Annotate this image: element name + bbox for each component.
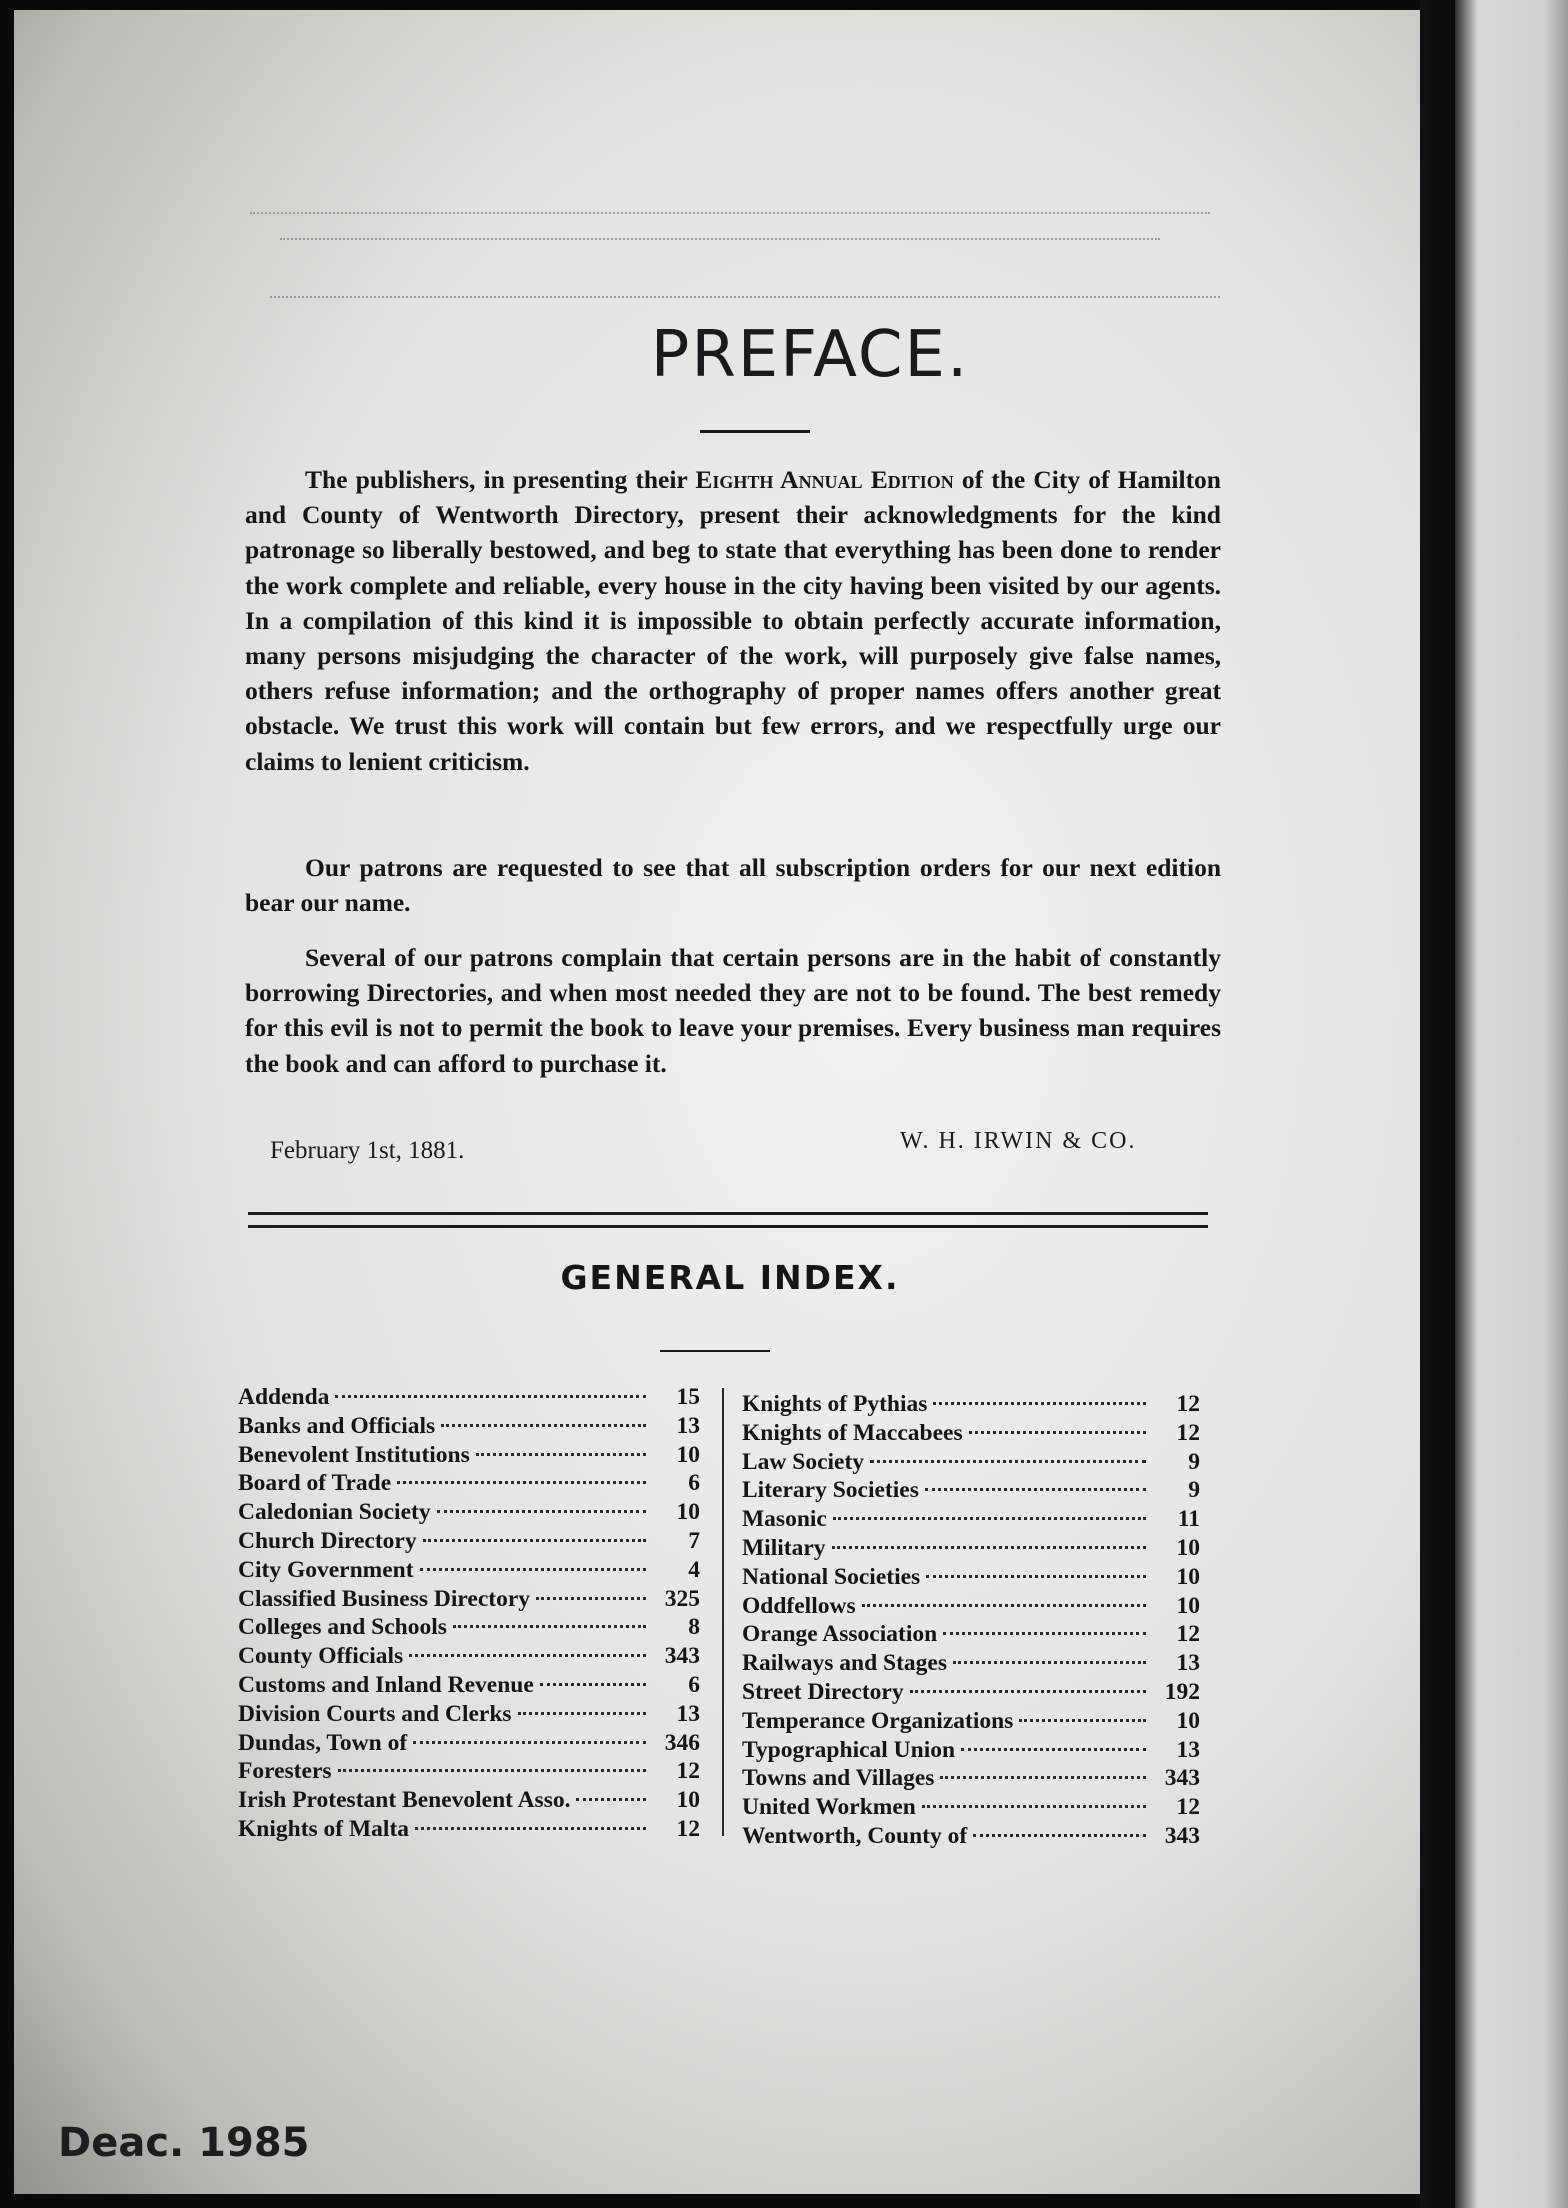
index-column-divider — [722, 1388, 724, 1836]
index-leader-dots — [862, 1604, 1146, 1607]
index-entry — [238, 1786, 700, 1815]
index-leader-dots — [943, 1632, 1146, 1635]
index-leader-dots — [397, 1481, 646, 1484]
index-entry — [742, 1678, 1200, 1707]
accession-note: Deac. 1985 — [58, 2120, 310, 2166]
preface-p2-text: Our patrons are requested to see that all subscription orders for our next edition bear our name. — [245, 853, 1221, 918]
index-leader-dots — [940, 1776, 1146, 1779]
index-entry-name: Oddfellows — [742, 1592, 856, 1619]
index-entry-page: 13 — [1176, 1650, 1200, 1677]
index-entry-name: Irish Protestant Benevolent Asso. — [238, 1787, 571, 1814]
index-entry-name: Railways and Stages — [742, 1650, 948, 1677]
faint-header-rule — [280, 238, 1160, 240]
index-entry-page: 8 — [688, 1614, 700, 1641]
index-entry — [742, 1793, 1200, 1822]
index-entry — [742, 1448, 1200, 1477]
index-leader-dots — [423, 1539, 646, 1542]
film-edge-left — [0, 0, 14, 2208]
index-entry — [238, 1412, 700, 1441]
index-entry-name: Typographical Union — [742, 1736, 956, 1763]
adjacent-page-edge — [1455, 0, 1568, 2208]
index-entry-name: Division Courts and Clerks — [238, 1700, 512, 1727]
index-left-column — [238, 1383, 700, 1844]
index-entry-page: 12 — [1176, 1391, 1200, 1417]
preface-edition: Eighth Annual Edition — [695, 465, 954, 494]
index-leader-dots — [961, 1748, 1146, 1751]
index-leader-dots — [335, 1395, 646, 1398]
index-leader-dots — [413, 1741, 646, 1744]
index-entry-name: Law Society — [742, 1448, 865, 1475]
index-entry-page: 11 — [1177, 1506, 1200, 1533]
index-entry-page: 12 — [1176, 1621, 1200, 1648]
index-leader-dots — [870, 1460, 1146, 1463]
index-entry-page: 12 — [676, 1758, 700, 1785]
index-entry-page: 6 — [688, 1671, 700, 1698]
index-entry — [742, 1822, 1200, 1851]
index-entry — [238, 1441, 700, 1470]
index-entry-page: 4 — [688, 1556, 700, 1583]
index-entry-page: 10 — [1176, 1592, 1200, 1619]
index-leader-dots — [833, 1517, 1146, 1520]
index-entry-page: 12 — [676, 1815, 700, 1842]
index-entry — [238, 1815, 700, 1844]
index-leader-dots — [536, 1597, 646, 1600]
index-leader-dots — [453, 1625, 646, 1628]
index-entry — [742, 1649, 1200, 1678]
index-entry-page: 13 — [1176, 1736, 1200, 1763]
index-entry-page: 343 — [664, 1643, 700, 1670]
index-entry-name: Caledonian Society — [238, 1499, 431, 1526]
index-leader-dots — [420, 1568, 646, 1571]
index-entry-name: Benevolent Institutions — [238, 1441, 470, 1468]
index-entry-name: Knights of Pythias — [742, 1391, 928, 1417]
index-leader-dots — [973, 1834, 1146, 1837]
index-entry — [742, 1707, 1200, 1736]
index-entry-name: Knights of Maccabees — [742, 1419, 963, 1446]
preface-title-rule — [700, 430, 810, 433]
index-entry — [742, 1563, 1200, 1592]
index-leader-dots — [953, 1661, 1146, 1664]
index-leader-dots — [437, 1510, 646, 1513]
index-entry — [742, 1592, 1200, 1621]
index-entry — [238, 1527, 700, 1556]
index-entry-name: Addenda — [238, 1384, 330, 1410]
index-entry-name: Masonic — [742, 1506, 827, 1533]
index-entry-name: Temperance Organizations — [742, 1707, 1014, 1734]
index-entry-page: 10 — [1176, 1707, 1200, 1734]
preface-p1-start: The publishers, in presenting their — [305, 465, 696, 494]
index-entry-page: 7 — [688, 1527, 700, 1554]
index-entry-page: 6 — [688, 1470, 700, 1497]
index-entry — [238, 1613, 700, 1642]
faint-header-rule — [270, 296, 1220, 298]
index-entry — [742, 1505, 1200, 1534]
index-entry — [238, 1757, 700, 1786]
index-entry-name: Orange Association — [742, 1621, 938, 1648]
index-entry — [742, 1736, 1200, 1765]
faint-header-rule — [250, 212, 1210, 214]
index-leader-dots — [576, 1798, 646, 1801]
index-entry-name: Classified Business Directory — [238, 1585, 531, 1612]
index-entry — [238, 1729, 700, 1758]
index-entry-page: 343 — [1164, 1765, 1200, 1792]
index-entry-page: 343 — [1164, 1822, 1200, 1849]
index-entry-name: Wentworth, County of — [742, 1822, 968, 1849]
index-entry — [238, 1585, 700, 1614]
film-edge-top — [0, 0, 1568, 10]
index-leader-dots — [922, 1805, 1146, 1808]
index-entry-page: 10 — [1176, 1563, 1200, 1590]
film-edge-bottom — [0, 2194, 1568, 2208]
index-leader-dots — [476, 1453, 646, 1456]
index-leader-dots — [518, 1712, 646, 1715]
index-entry-name: Knights of Malta — [238, 1815, 410, 1842]
index-entry-name: County Officials — [238, 1643, 404, 1670]
preface-signature: W. H. IRWIN & CO. — [900, 1128, 1137, 1154]
index-leader-dots — [415, 1827, 646, 1830]
index-entry — [238, 1556, 700, 1585]
index-entry-name: Dundas, Town of — [238, 1729, 408, 1756]
index-leader-dots — [969, 1431, 1146, 1434]
index-entry-page: 325 — [664, 1585, 700, 1612]
index-leader-dots — [1019, 1719, 1146, 1722]
index-entry-page: 9 — [1188, 1477, 1200, 1504]
index-entry-page: 13 — [676, 1412, 700, 1439]
index-right-column — [742, 1390, 1200, 1851]
index-leader-dots — [409, 1654, 646, 1657]
index-entry-name: Military — [742, 1534, 826, 1561]
index-entry — [238, 1700, 700, 1729]
index-entry — [238, 1498, 700, 1527]
index-title-rule — [660, 1350, 770, 1352]
index-entry-page: 13 — [676, 1700, 700, 1727]
index-leader-dots — [933, 1402, 1146, 1405]
index-entry-name: National Societies — [742, 1563, 921, 1590]
preface-date: February 1st, 1881. — [270, 1137, 465, 1164]
index-entry-name: Literary Societies — [742, 1477, 919, 1504]
index-entry — [742, 1764, 1200, 1793]
index-entry-name: Street Directory — [742, 1678, 904, 1705]
index-entry-page: 12 — [1176, 1419, 1200, 1446]
index-entry-page: 15 — [676, 1384, 700, 1410]
index-leader-dots — [832, 1546, 1146, 1549]
index-entry-page: 192 — [1164, 1678, 1200, 1705]
index-entry-name: Board of Trade — [238, 1470, 392, 1497]
section-divider — [248, 1212, 1208, 1215]
index-entry — [742, 1390, 1200, 1419]
index-entry-name: Foresters — [238, 1758, 332, 1785]
preface-paragraph-3 — [245, 940, 1221, 1081]
index-entry-name: Customs and Inland Revenue — [238, 1671, 534, 1698]
index-leader-dots — [540, 1683, 646, 1686]
index-entry-page: 10 — [676, 1499, 700, 1526]
index-entry-name: United Workmen — [742, 1794, 916, 1821]
index-entry — [742, 1476, 1200, 1505]
preface-p3-text: Several of our patrons complain that certain persons are in the habit of constantly borrowing Directories, and when most needed they are not to be found. The best remedy for this evil is not to permit the book to leave your premises. Every business man requires the book and can afford to purchase it. — [245, 943, 1221, 1078]
index-entry-page: 10 — [1176, 1534, 1200, 1561]
index-leader-dots — [926, 1575, 1146, 1578]
index-entry-page: 346 — [664, 1729, 700, 1756]
section-divider — [248, 1225, 1208, 1228]
index-entry-page: 10 — [676, 1787, 700, 1814]
index-entry-name: City Government — [238, 1556, 414, 1583]
index-entry — [238, 1383, 700, 1412]
index-entry-page: 9 — [1188, 1448, 1200, 1475]
preface-title: PREFACE. — [650, 318, 970, 392]
index-entry — [742, 1419, 1200, 1448]
index-entry-page: 12 — [1176, 1794, 1200, 1821]
index-leader-dots — [910, 1690, 1146, 1693]
index-entry — [238, 1469, 700, 1498]
index-entry-name: Church Directory — [238, 1527, 417, 1554]
index-entry-name: Banks and Officials — [238, 1412, 436, 1439]
index-leader-dots — [925, 1488, 1146, 1491]
index-title: GENERAL INDEX. — [560, 1258, 900, 1297]
preface-paragraph-2 — [245, 850, 1221, 920]
index-entry — [742, 1620, 1200, 1649]
index-entry — [238, 1671, 700, 1700]
index-entry-name: Colleges and Schools — [238, 1614, 447, 1641]
index-entry — [742, 1534, 1200, 1563]
preface-paragraph-1 — [245, 462, 1221, 779]
index-entry — [238, 1642, 700, 1671]
index-entry-name: Towns and Villages — [742, 1765, 935, 1792]
index-leader-dots — [441, 1424, 646, 1427]
preface-p1-rest: of the City of Hamilton and County of Wentworth Directory, present their acknowledgments for the kind patronage so liberally bestowed, and beg to state that everything has been done to render the work complete and reliable, every house in the city having been visited by our agents. In a compilation of this kind it is impossible to obtain perfectly accurate information, many persons misjudging the character of the work, will purposely give false names, others refuse information; and the orthography of proper names offers another great obstacle. We trust this work will contain but few errors, and we respectfully urge our claims to lenient criticism. — [245, 465, 1221, 776]
index-entry-page: 10 — [676, 1441, 700, 1468]
index-leader-dots — [338, 1769, 646, 1772]
